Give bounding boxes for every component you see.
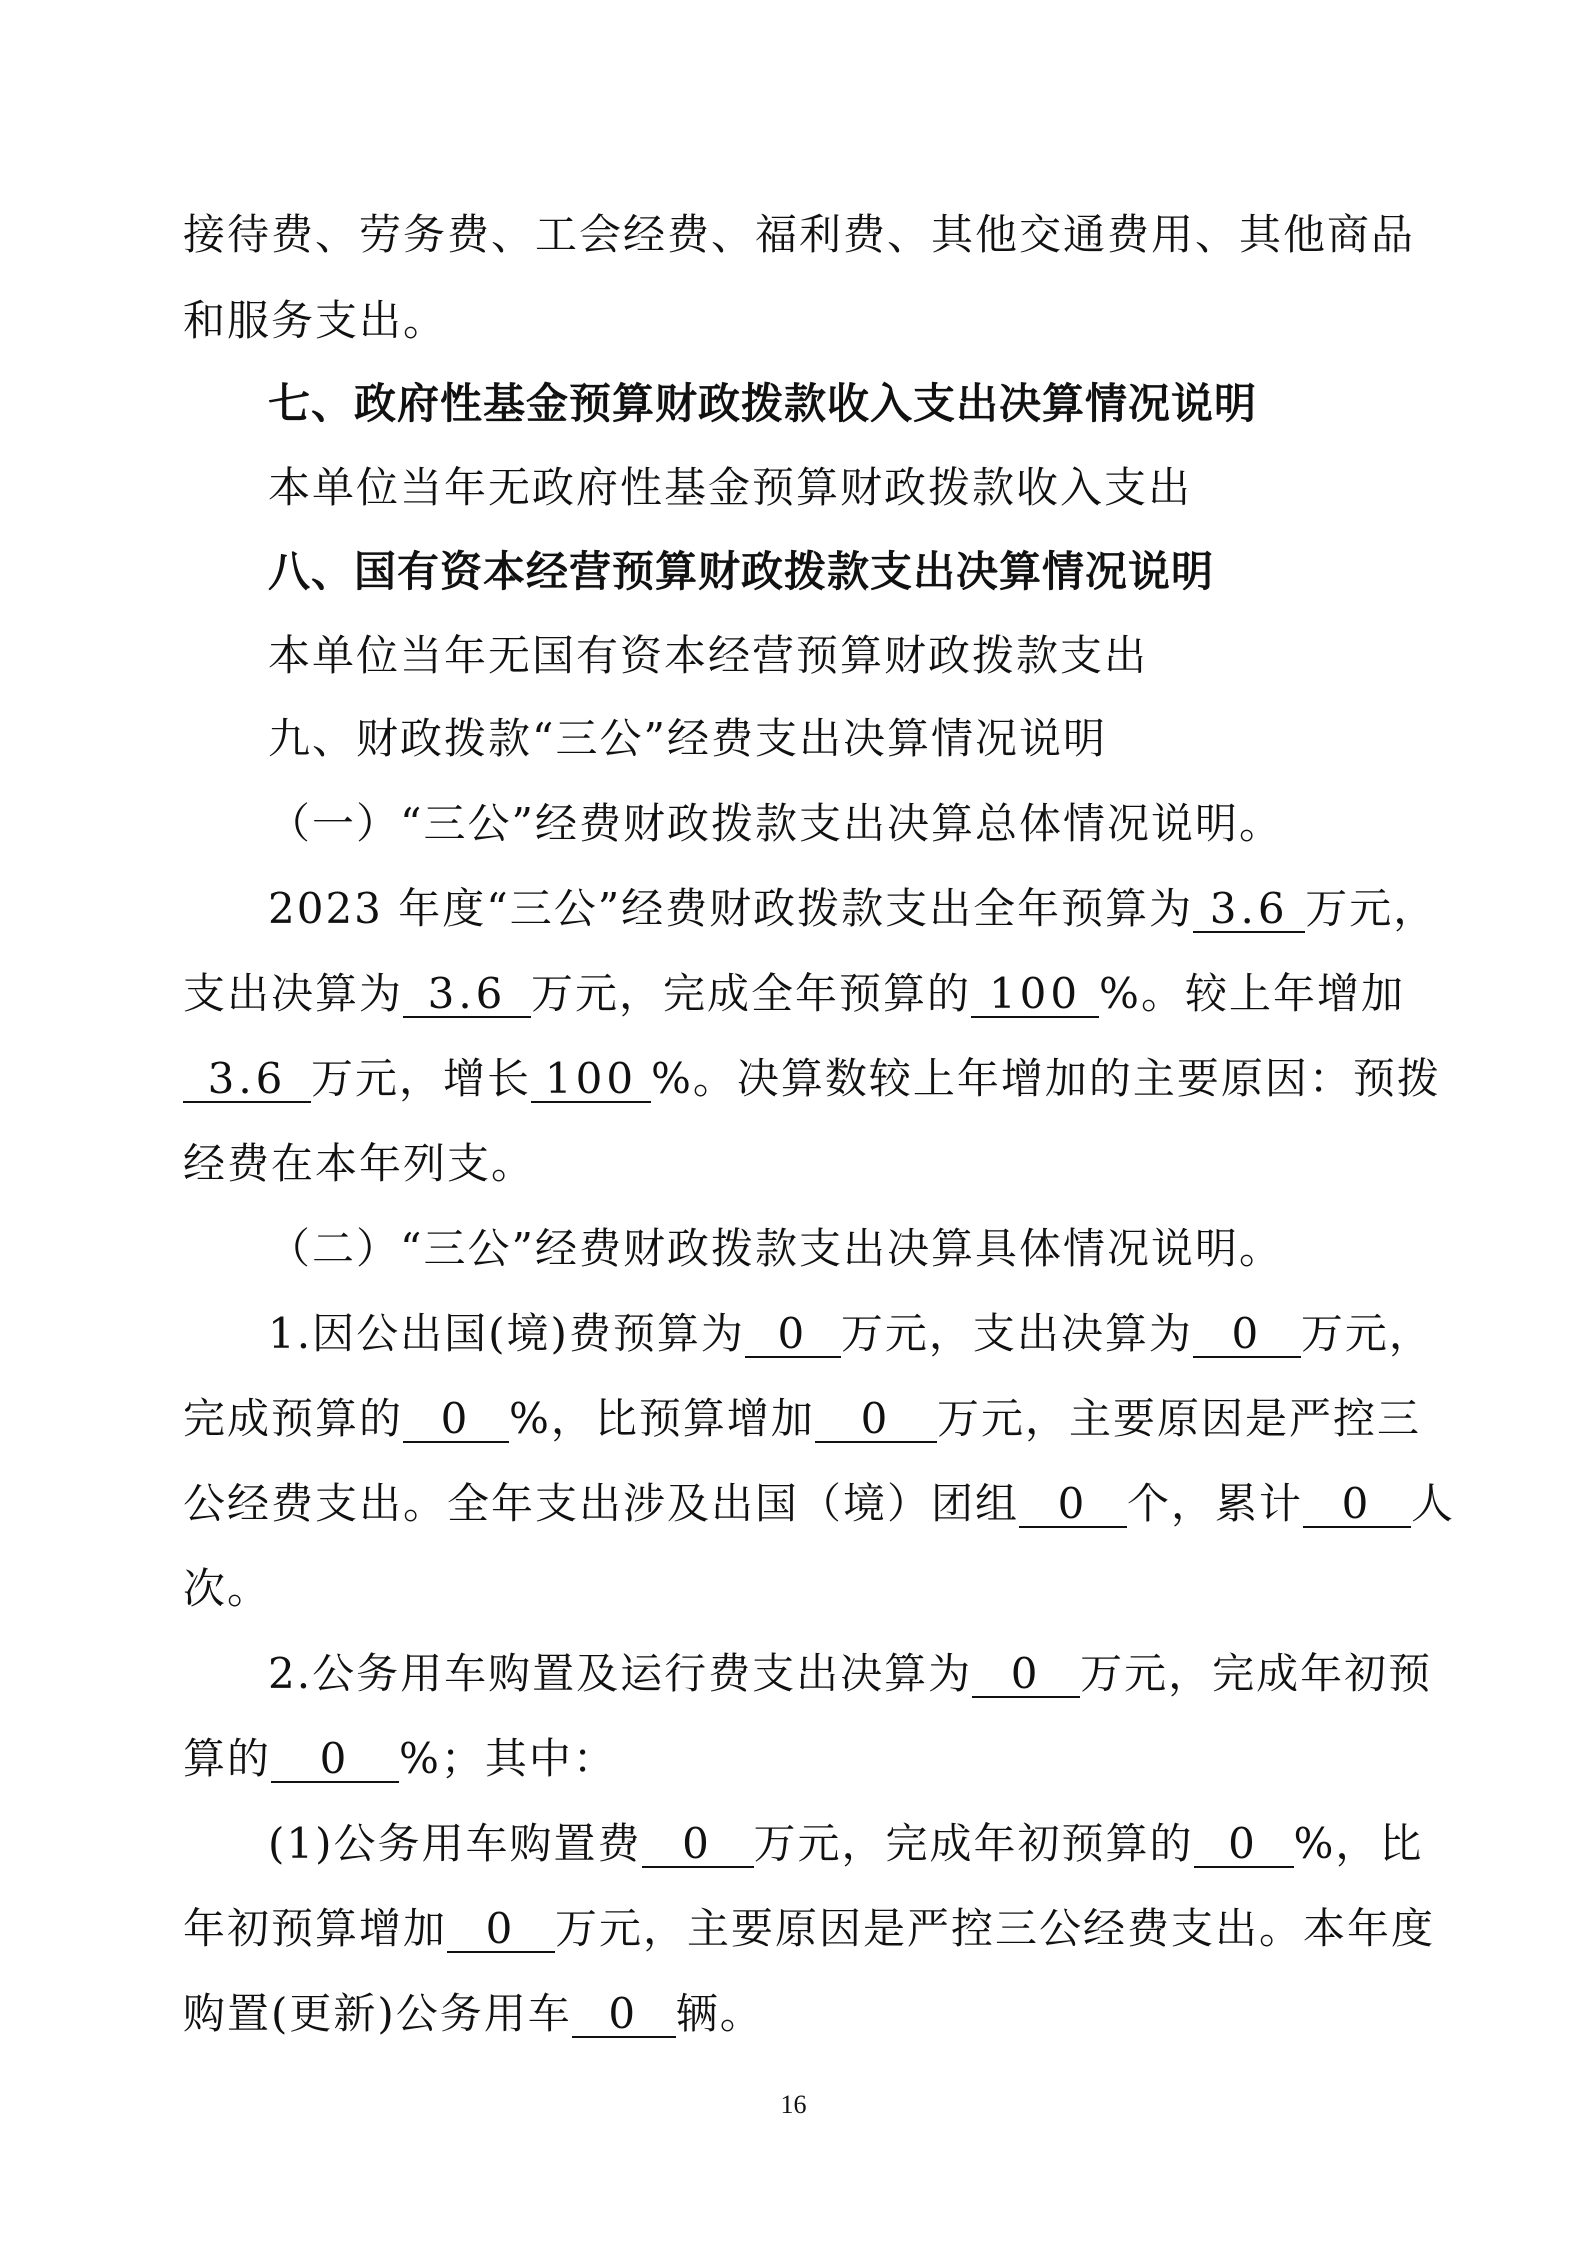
item2-text: 算的 (183, 1734, 272, 1783)
summary-text: %。决算数较上年增加的主要原因：预拨 (651, 1054, 1441, 1103)
item2-1-text: 年初预算增加 (183, 1904, 448, 1953)
item1-text: 人 (1411, 1479, 1456, 1528)
item1-text: 完成预算的 (183, 1394, 404, 1443)
item2-1-count-value: 0 (572, 1992, 676, 2038)
item1-budget-value: 0 (745, 1312, 841, 1358)
section-heading-8: 八、国有资本经营预算财政拨款支出决算情况说明 (268, 547, 1215, 596)
item2-1-text: 购置(更新)公务用车 (183, 1989, 572, 2038)
item1-text: 个，累计 (1127, 1479, 1304, 1528)
item1-groups-value: 0 (1019, 1482, 1127, 1528)
item2-1-line-2 (183, 1900, 1435, 1958)
page-number: 16 (780, 2090, 807, 2119)
item2-1-text: (1)公务用车购置费 (268, 1819, 642, 1868)
item2-text: %；其中： (399, 1734, 617, 1783)
section-text-8: 本单位当年无国有资本经营预算财政拨款支出 (268, 631, 1149, 680)
summary-growth-value: 100 (531, 1057, 651, 1103)
item1-text: 万元，支出决算为 (840, 1309, 1193, 1358)
summary-actual-value: 3.6 (403, 972, 531, 1018)
summary-line-1 (268, 880, 1437, 938)
item2-line-1 (268, 1645, 1432, 1703)
subsection-heading-2: （二）“三公”经费财政拨款支出决算具体情况说明。 (268, 1224, 1283, 1273)
item2-1-text: 万元，完成年初预算的 (753, 1819, 1194, 1868)
summary-text: 万元， (1305, 884, 1438, 933)
summary-line-3 (183, 1050, 1441, 1108)
summary-rate-value: 100 (971, 972, 1099, 1018)
item1-increase-value: 0 (815, 1397, 937, 1443)
item2-1-text: 万元，主要原因是严控三公经费支出。本年度 (555, 1904, 1436, 1953)
summary-increase-value: 3.6 (183, 1057, 311, 1103)
item2-text: 万元，完成年初预 (1080, 1649, 1433, 1698)
item1-text: 公经费支出。全年支出涉及出国（境）团组 (183, 1479, 1020, 1528)
section-heading-9: 九、财政拨款“三公”经费支出决算情况说明 (268, 714, 1107, 763)
item2-1-line-3 (183, 1985, 764, 2043)
body-text-line: 接待费、劳务费、工会经费、福利费、其他交通费用、其他商品 (183, 210, 1416, 259)
item1-text: 万元，主要原因是严控三 (936, 1394, 1421, 1443)
summary-line-4: 经费在本年列支。 (183, 1139, 536, 1188)
summary-text: 万元，增长 (311, 1054, 532, 1103)
item2-actual-value: 0 (972, 1652, 1080, 1698)
summary-budget-value: 3.6 (1193, 887, 1305, 933)
item1-text: 1.因公出国(境)费预算为 (268, 1309, 745, 1358)
item1-text: %，比预算增加 (509, 1394, 815, 1443)
item1-line-1 (268, 1305, 1433, 1363)
summary-line-2 (183, 965, 1405, 1023)
item1-actual-value: 0 (1193, 1312, 1301, 1358)
subsection-heading-1: （一）“三公”经费财政拨款支出决算总体情况说明。 (268, 799, 1283, 848)
item2-1-line-1 (268, 1815, 1423, 1873)
section-heading-7: 七、政府性基金预算财政拨款收入支出决算情况说明 (268, 379, 1258, 428)
summary-text: 支出决算为 (183, 969, 404, 1018)
item1-line-2 (183, 1390, 1421, 1448)
item1-persons-value: 0 (1303, 1482, 1411, 1528)
item2-1-increase-value: 0 (447, 1907, 555, 1953)
item1-line-4: 次。 (183, 1564, 272, 1613)
body-text-line: 和服务支出。 (183, 296, 448, 345)
item2-1-text: %，比 (1293, 1819, 1424, 1868)
item1-rate-value: 0 (403, 1397, 509, 1443)
item2-rate-value: 0 (271, 1737, 399, 1783)
item1-text: 万元， (1300, 1309, 1433, 1358)
item2-1-rate-value: 0 (1194, 1822, 1294, 1868)
item2-line-2 (183, 1730, 617, 1788)
item1-line-3 (183, 1475, 1455, 1533)
summary-text: 2023 年度“三公”经费财政拨款支出全年预算为 (268, 884, 1194, 933)
summary-text: 万元，完成全年预算的 (531, 969, 972, 1018)
item2-1-amount-value: 0 (642, 1822, 754, 1868)
summary-text: %。较上年增加 (1099, 969, 1405, 1018)
item2-text: 2.公务用车购置及运行费支出决算为 (268, 1649, 973, 1698)
item2-1-text: 辆。 (675, 1989, 764, 2038)
section-text-7: 本单位当年无政府性基金预算财政拨款收入支出 (268, 463, 1193, 512)
